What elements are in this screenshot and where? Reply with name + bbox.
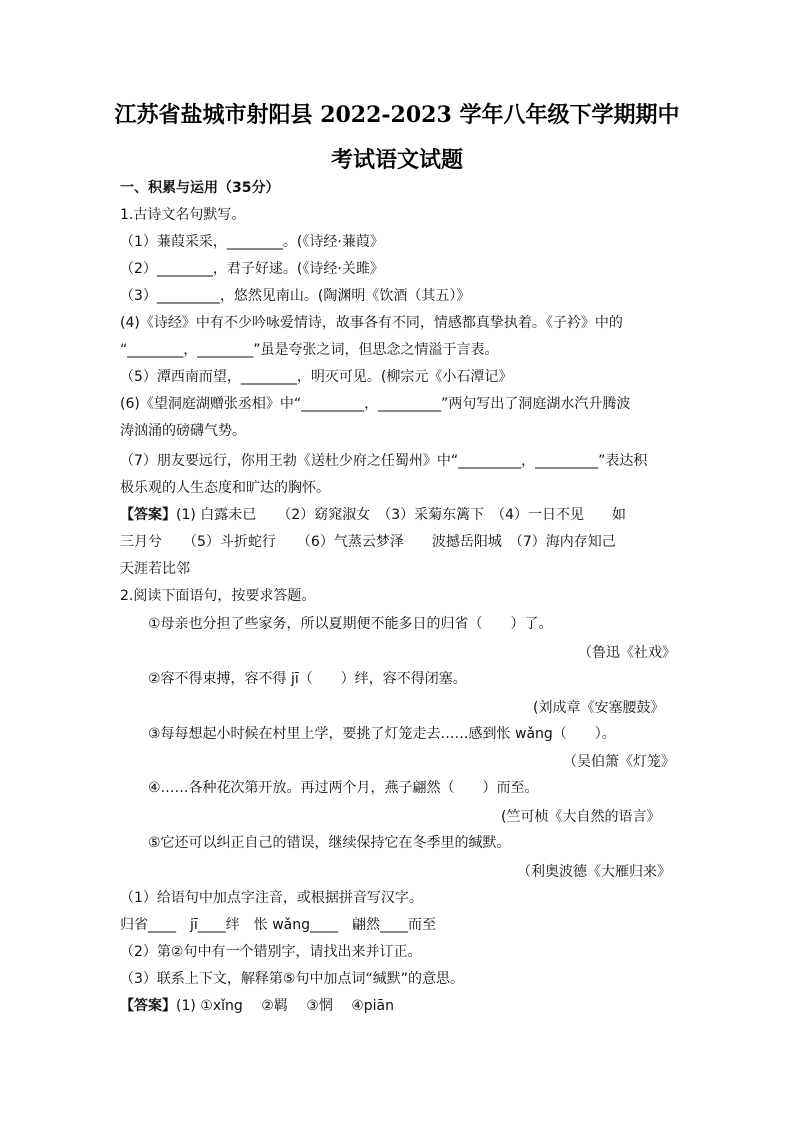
q2-subq-1: （1）给语句中加点字注音，或根据拼音写汉字。 bbox=[120, 890, 423, 906]
q2-sentence-4: ④……各种花次第开放。再过两个月，燕子翩然（ ）而至。 bbox=[148, 780, 539, 796]
answer-text: (1) ①xǐng ②羁 ③惘 ④piān bbox=[176, 998, 394, 1014]
q1-item-7: （7）朋友要远行，你用王勃《送杜少府之任蜀州》中“_________，_________”表达积 bbox=[120, 453, 648, 469]
q2-answer bbox=[120, 996, 394, 1016]
q2-source-1: （鲁迅《社戏》 bbox=[578, 645, 676, 661]
q2-subq-3: （3）联系上下文，解释第⑤句中加点词“缄默”的意思。 bbox=[120, 971, 464, 987]
section-heading: 一、积累与运用（35分） bbox=[120, 180, 280, 196]
q1-answer-line2: 三月兮 （5）斗折蛇行 （6）气蒸云梦泽 波撼岳阳城 （7）海内存知己 bbox=[120, 534, 616, 550]
q1-item-6: (6)《望洞庭湖赠张丞相》中“_________，_________”两句写出了洞庭湖水汽升腾波 bbox=[120, 396, 631, 412]
q1-stem: 1.古诗文名句默写。 bbox=[120, 207, 246, 223]
q1-item-3: （3）_________，悠然见南山。(陶渊明《饮酒（其五）》 bbox=[120, 288, 471, 304]
answer-text: (1) 白露未已 （2）窈窕淑女 （3）采菊东篱下 （4）一日不见 如 bbox=[176, 507, 627, 523]
q2-subq-1-blanks: 归省____ jī____绊 怅 wǎng____ 翩然____而至 bbox=[120, 917, 437, 933]
q1-answer-line1 bbox=[120, 505, 626, 525]
q2-source-2: (刘成章《安塞腰鼓》 bbox=[533, 700, 665, 716]
q1-item-5: （5）潭西南而望，________，明灭可见。(柳宗元《小石潭记》 bbox=[120, 369, 513, 385]
page-title-line2: 考试语文试题 bbox=[330, 147, 463, 173]
q2-source-3: （吴伯箫《灯笼》 bbox=[563, 754, 675, 770]
q1-item-6-cont: 涛汹涌的磅礴气势。 bbox=[120, 423, 246, 439]
q2-subq-2: （2）第②句中有一个错别字，请找出来并订正。 bbox=[120, 944, 422, 960]
q1-item-1: （1）蒹葭采采，________。(《诗经·蒹葭》 bbox=[120, 234, 384, 250]
answer-label: 【答案】 bbox=[120, 507, 176, 523]
q1-item-2: （2）________，君子好逑。(《诗经·关雎》 bbox=[120, 261, 384, 277]
q1-item-7-cont: 极乐观的人生态度和旷达的胸怀。 bbox=[120, 480, 330, 496]
q2-source-4: (竺可桢《大自然的语言》 bbox=[501, 809, 661, 825]
q2-sentence-3: ③每每想起小时候在村里上学，要挑了灯笼走去……感到怅 wǎng（ ）。 bbox=[148, 726, 616, 742]
page-title-line1: 江苏省盐城市射阳县 2022-2023 学年八年级下学期期中 bbox=[114, 102, 680, 128]
q2-source-5: （利奥波德《大雁归来》 bbox=[517, 864, 671, 880]
q2-sentence-2: ②容不得束搏，容不得 jī（ ）绊，容不得闭塞。 bbox=[148, 671, 467, 687]
q1-item-4: (4)《诗经》中有不少吟咏爱情诗，故事各有不同，情感都真挚执着。《子衿》中的 bbox=[120, 315, 623, 331]
q1-item-4-cont: “________，________”虽是夸张之词，但思念之情溢于言表。 bbox=[120, 342, 499, 358]
q2-sentence-5: ⑤它还可以纠正自己的错误，继续保持它在冬季里的缄默。 bbox=[148, 835, 511, 851]
answer-label: 【答案】 bbox=[120, 998, 176, 1014]
q2-sentence-1: ①母亲也分担了些家务，所以夏期便不能多日的归省（ ）了。 bbox=[148, 616, 553, 632]
q2-stem: 2.阅读下面语句，按要求答题。 bbox=[120, 588, 316, 604]
q1-answer-line3: 天涯若比邻 bbox=[120, 561, 190, 577]
